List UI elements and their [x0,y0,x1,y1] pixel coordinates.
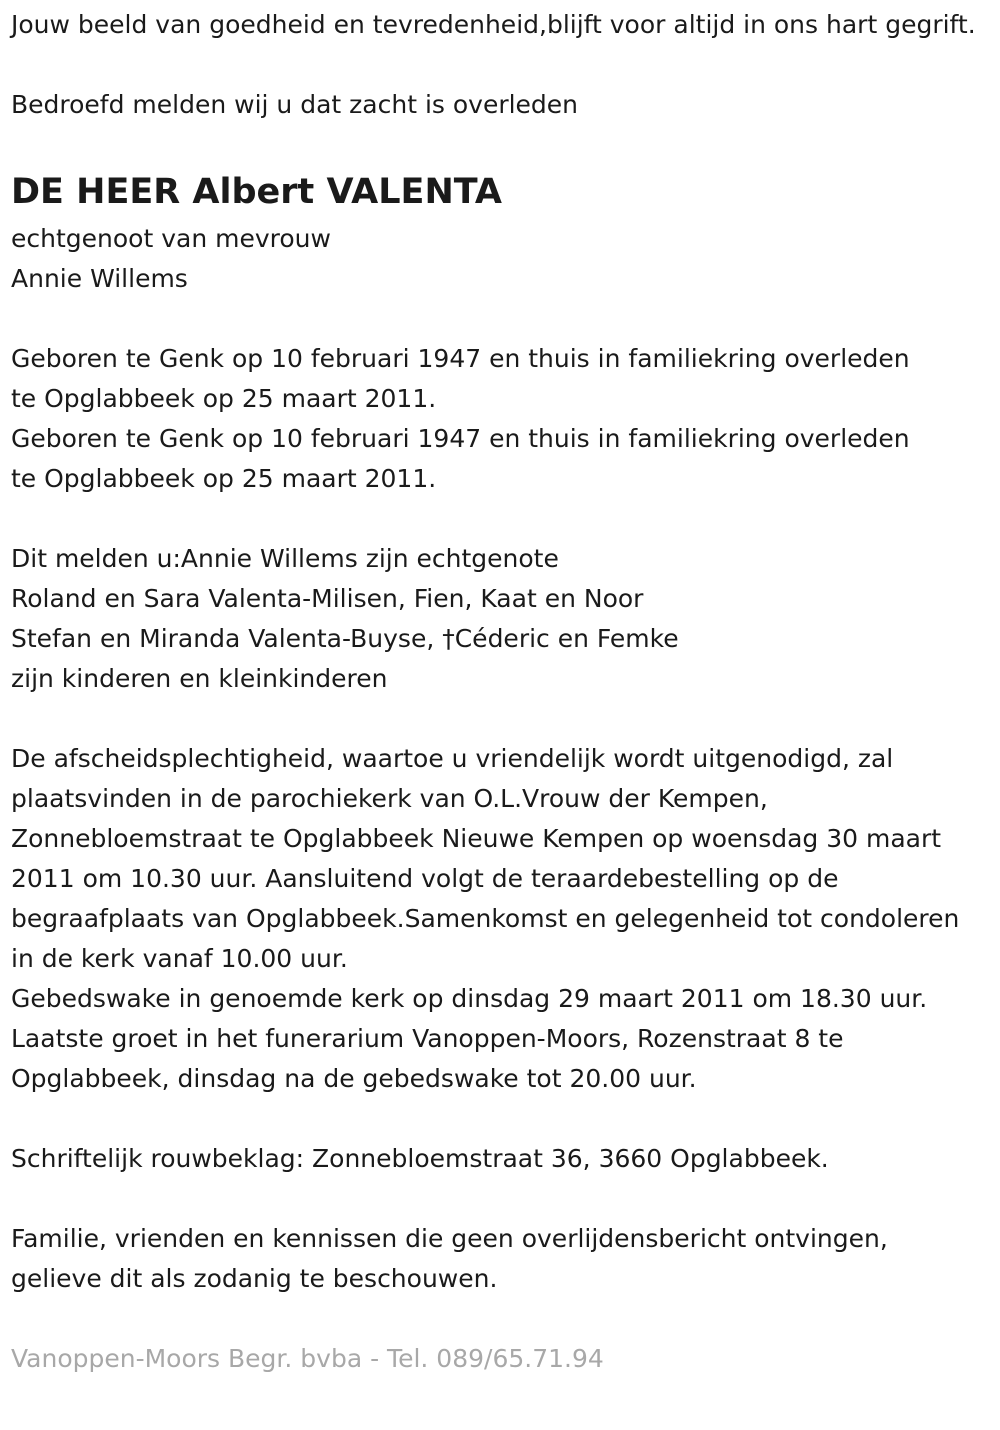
spacer [11,1299,986,1339]
family-line-1: Dit melden u:Annie Willems zijn echtgenote [11,544,559,573]
birth-death-line-3: Geboren te Genk op 10 februari 1947 en thuis in familiekring overleden [11,424,910,453]
family-line-3: Stefan en Miranda Valenta-Buyse, †Céderic en Femke [11,624,679,653]
birth-death-line-4: te Opglabbeek op 25 maart 2011. [11,464,437,493]
spacer [11,299,986,339]
birth-death-line-1: Geboren te Genk op 10 februari 1947 en thuis in familiekring overleden [11,344,910,373]
birth-death-line-2: te Opglabbeek op 25 maart 2011. [11,384,437,413]
spacer [11,45,986,85]
spacer [11,1179,986,1219]
undertaker-footer: Vanoppen-Moors Begr. bvba - Tel. 089/65.71.94 [11,1344,604,1373]
intro-quote: Jouw beeld van goedheid en tevredenheid,blijft voor altijd in ons hart gegrift. [11,10,976,39]
death-notice [11,5,986,1379]
spouse-line-1: echtgenoot van mevrouw [11,224,331,253]
wake-text: Gebedswake in genoemde kerk op dinsdag 29 maart 2011 om 18.30 uur. [11,984,928,1013]
family-line-4: zijn kinderen en kleinkinderen [11,664,388,693]
ceremony-text: De afscheidsplechtigheid, waartoe u vriendelijk wordt uitgenodigd, zal plaatsvinden in de parochiekerk van O.L.Vrouw der Kempen, Zonnebloemstraat te Opglabbeek Nieuwe Kempen op woensdag 30 maart 2011 om 10.30 uur. Aansluitend volgt de teraardebestelling op de begraafplaats van Opglabbeek.Samenkomst en gelegenheid tot condoleren in de kerk vanaf 10.00 uur. [11,744,960,973]
announcement: Bedroefd melden wij u dat zacht is overleden [11,90,579,119]
spacer [11,699,986,739]
farewell-text: Laatste groet in het funerarium Vanoppen-Moors, Rozenstraat 8 te Opglabbeek, dinsdag na de gebedswake tot 20.00 uur. [11,1024,844,1093]
spacer [11,499,986,539]
deceased-name: DE HEER Albert VALENTA [11,172,502,212]
spouse-line-2: Annie Willems [11,264,188,293]
notice-text: Familie, vrienden en kennissen die geen overlijdensbericht ontvingen, gelieve dit als zodanig te beschouwen. [11,1224,888,1293]
spacer [11,1099,986,1139]
spacer [11,125,986,165]
condolence-address: Schriftelijk rouwbeklag: Zonnebloemstraat 36, 3660 Opglabbeek. [11,1144,829,1173]
family-line-2: Roland en Sara Valenta-Milisen, Fien, Kaat en Noor [11,584,644,613]
